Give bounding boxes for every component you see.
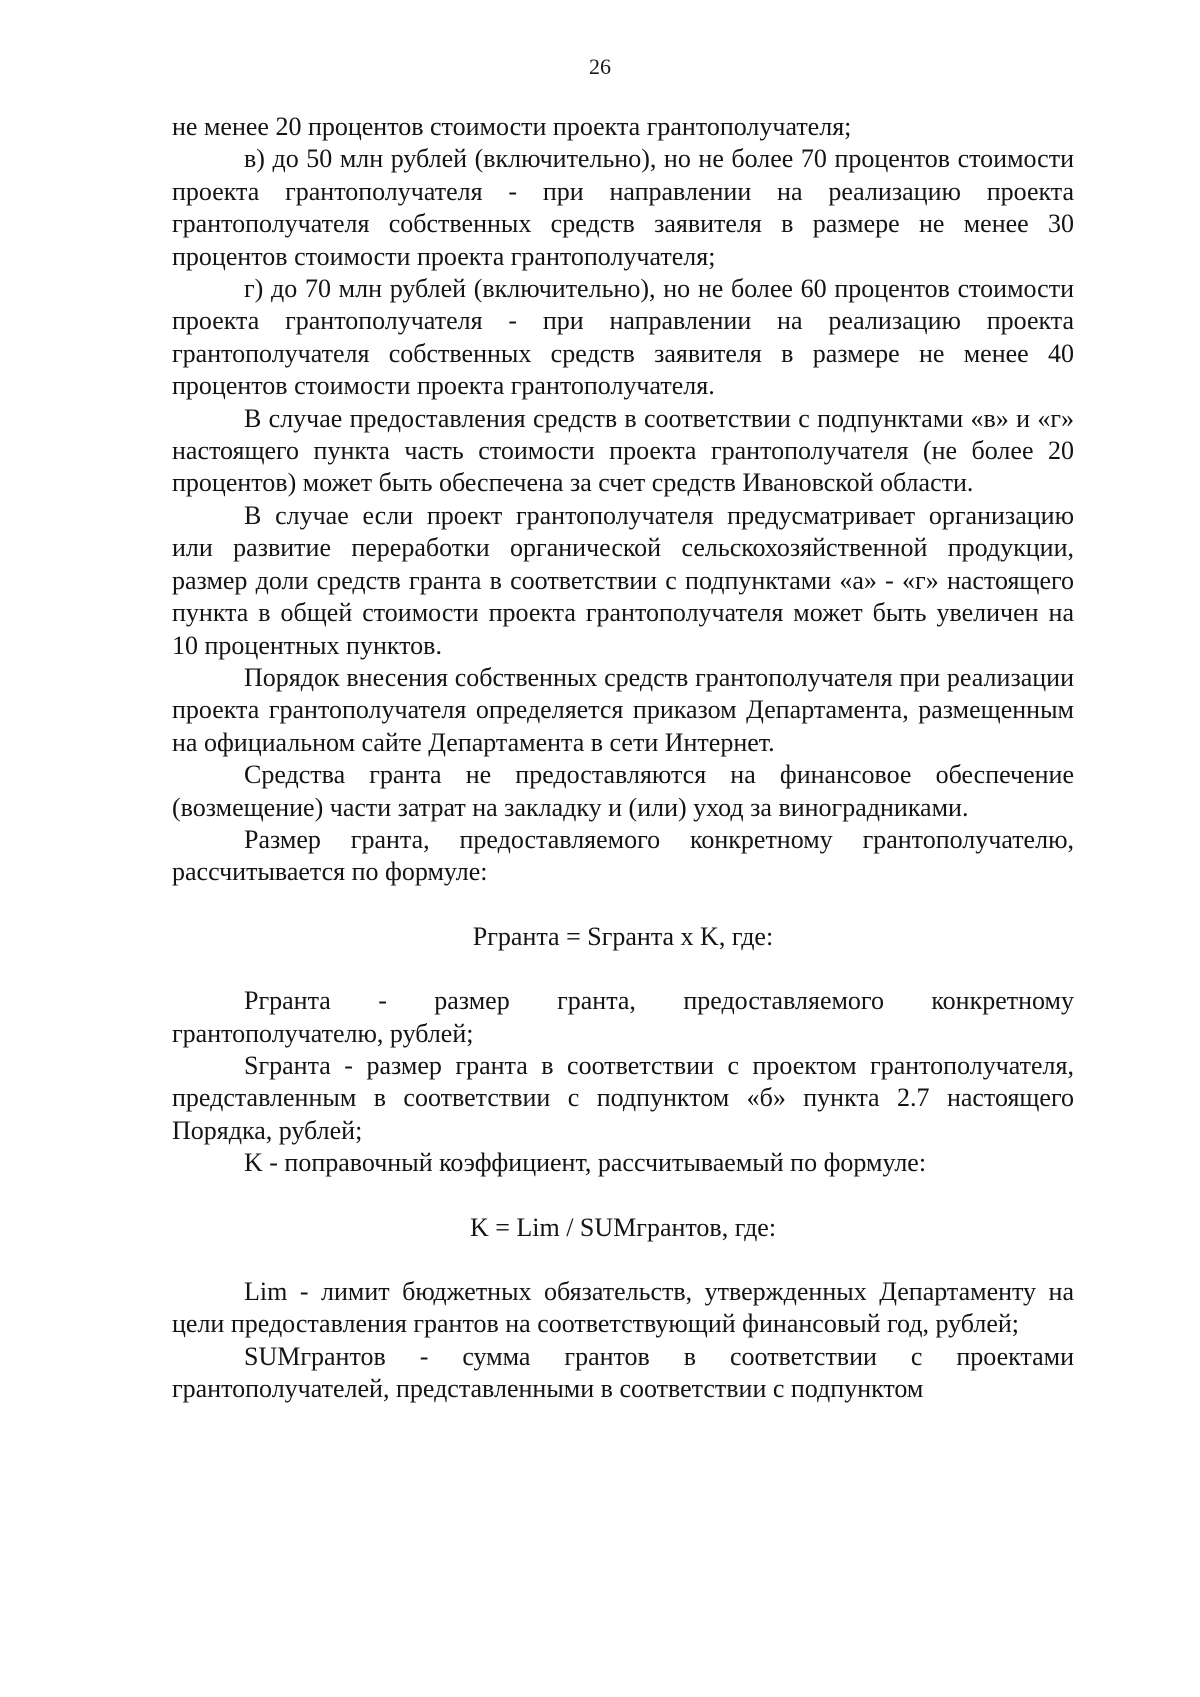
paragraph-vineyards-exclusion: Средства гранта не предоставляются на финансовое обеспечение (возмещение) части затрат на закладку и (или) уход за виноградниками.: [172, 760, 1074, 822]
paragraph-cofinancing: В случае предоставления средств в соответствии с подпунктами «в» и «г» настоящего пункта часть стоимости проекта грантополучателя (не более 20 процентов) может быть обеспечена за счет средств Ивановской области.: [172, 403, 1074, 498]
page-number: 26: [589, 54, 611, 79]
paragraph-organic-processing: В случае если проект грантополучателя предусматривает организацию или развитие переработки органической сельскохозяйственной продукции, размер доли средств гранта в соответствии с подпунктами «а» - «г» настоящего пункта в общей стоимости проекта грантополучателя может быть увеличен на 10 процентных пунктов.: [172, 500, 1074, 660]
formula-coefficient-k: K = Lim / SUMгрантов, где:: [469, 1212, 777, 1242]
definition-p-granta: Pгранта - размер гранта, предоставляемого конкретному грантополучателю, рублей;: [172, 986, 1074, 1048]
definition-sum-grants: SUMгрантов - сумма грантов в соответствии с проектами грантополучателей, представленными в соответствии с подпунктом: [172, 1341, 1074, 1404]
paragraph-item-g: г) до 70 млн рублей (включительно), но не более 60 процентов стоимости проекта грантополучателя - при направлении на реализацию проекта грантополучателя собственных средств заявителя в размере не менее 40 процентов стоимости проекта грантополучателя.: [172, 274, 1074, 401]
document-body: [172, 111, 1074, 1406]
paragraph-grant-size-intro: Размер гранта, предоставляемого конкретному грантополучателю, рассчитывается по формуле:: [172, 824, 1074, 887]
paragraph-item-v: в) до 50 млн рублей (включительно), но не более 70 процентов стоимости проекта грантополучателя - при направлении на реализацию проекта грантополучателя собственных средств заявителя в размере не менее 30 процентов стоимости проекта грантополучателя;: [172, 144, 1074, 271]
paragraph-own-funds-order: Порядок внесения собственных средств грантополучателя при реализации проекта грантополучателя определяется приказом Департамента, размещенным на официальном сайте Департамента в сети Интернет.: [172, 662, 1074, 757]
definition-s-granta: Sгранта - размер гранта в соответствии с проектом грантополучателя, представленным в соответствии с подпунктом «б» пункта 2.7 настоящего Порядка, рублей;: [172, 1050, 1074, 1145]
formula-grant-size: Pгранта = Sгранта x K, где:: [472, 921, 774, 951]
paragraph-continuation: не менее 20 процентов стоимости проекта грантополучателя;: [172, 112, 852, 141]
definition-k: K - поправочный коэффициент, рассчитываемый по формуле:: [244, 1148, 927, 1178]
definition-lim: Lim - лимит бюджетных обязательств, утвержденных Департаменту на цели предоставления грантов на соответствующий финансовый год, рублей;: [172, 1277, 1074, 1339]
